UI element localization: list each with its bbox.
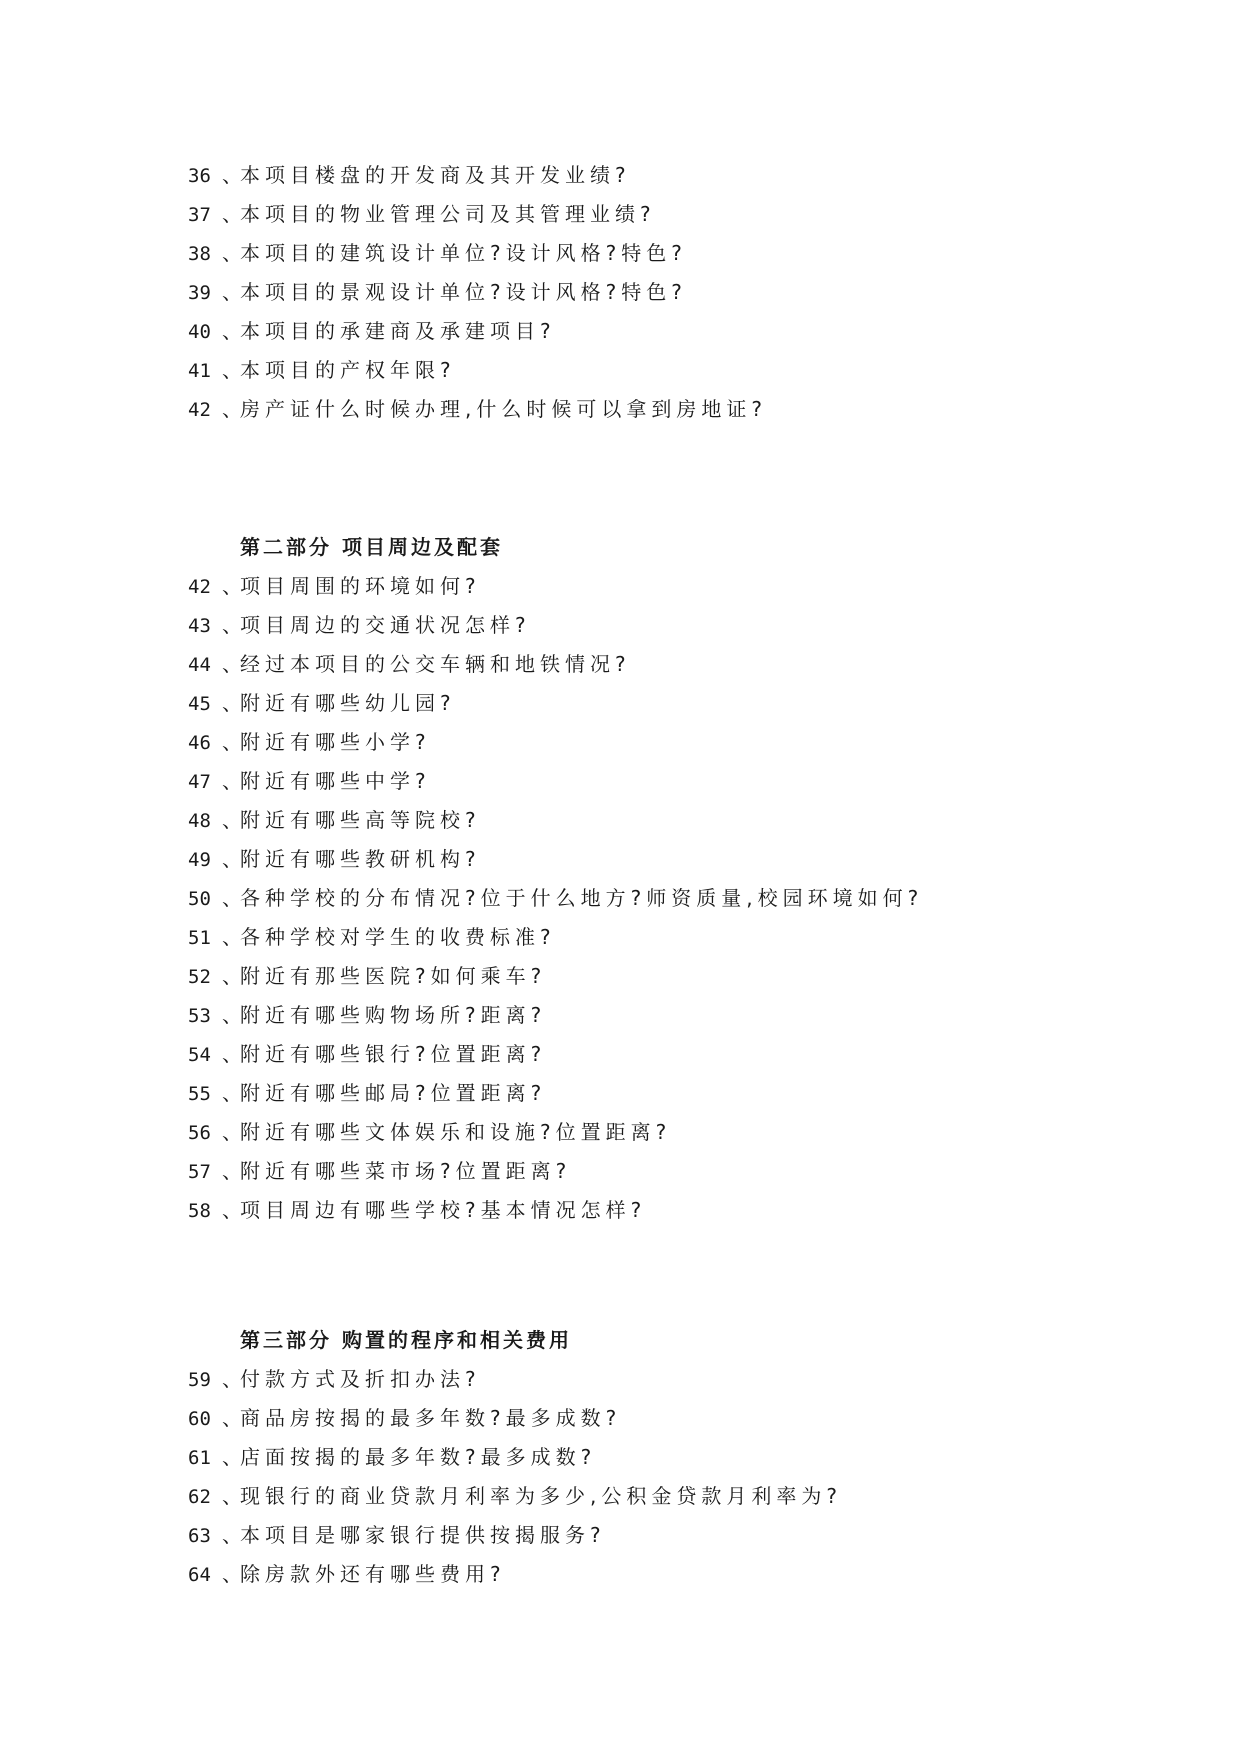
question-number: 50: [188, 888, 211, 910]
question-text: 现银行的商业贷款月利率为多少,公积金贷款月利率为?: [240, 1484, 842, 1508]
question-item: [188, 996, 1168, 1035]
enumeration-comma: 、: [222, 1042, 242, 1066]
question-item: [188, 273, 1168, 312]
question-number: 54: [188, 1044, 211, 1066]
question-text: 本项目的景观设计单位?设计风格?特色?: [240, 280, 687, 304]
question-text: 房产证什么时候办理,什么时候可以拿到房地证?: [240, 397, 767, 421]
question-number: 39: [188, 282, 211, 304]
question-list-part-1: [188, 156, 1168, 429]
question-number: 61: [188, 1447, 211, 1469]
question-number: 62: [188, 1486, 211, 1508]
question-item: [188, 1477, 1168, 1516]
question-item: [188, 1152, 1168, 1191]
question-number: 48: [188, 810, 211, 832]
question-item: [188, 1516, 1168, 1555]
question-item: [188, 234, 1168, 273]
question-number: 37: [188, 204, 211, 226]
question-number: 55: [188, 1083, 211, 1105]
enumeration-comma: 、: [222, 1562, 242, 1586]
enumeration-comma: 、: [222, 358, 242, 382]
question-item: [188, 840, 1168, 879]
enumeration-comma: 、: [222, 1367, 242, 1391]
enumeration-comma: 、: [222, 847, 242, 871]
question-text: 附近有哪些文体娱乐和设施?位置距离?: [240, 1120, 672, 1144]
question-text: 附近有哪些幼儿园?: [240, 691, 456, 715]
question-number: 63: [188, 1525, 211, 1547]
question-number: 49: [188, 849, 211, 871]
enumeration-comma: 、: [222, 613, 242, 637]
enumeration-comma: 、: [222, 241, 242, 265]
question-number: 64: [188, 1564, 211, 1586]
question-text: 本项目的物业管理公司及其管理业绩?: [240, 202, 656, 226]
question-text: 本项目的建筑设计单位?设计风格?特色?: [240, 241, 687, 265]
enumeration-comma: 、: [222, 730, 242, 754]
question-number: 53: [188, 1005, 211, 1027]
question-number: 46: [188, 732, 211, 754]
question-item: [188, 567, 1168, 606]
enumeration-comma: 、: [222, 1120, 242, 1144]
enumeration-comma: 、: [222, 652, 242, 676]
question-list-part-3: [188, 1360, 1168, 1594]
question-number: 41: [188, 360, 211, 382]
question-text: 本项目的产权年限?: [240, 358, 456, 382]
question-text: 附近有哪些高等院校?: [240, 808, 481, 832]
question-text: 项目周边的交通状况怎样?: [240, 613, 531, 637]
question-text: 店面按揭的最多年数?最多成数?: [240, 1445, 597, 1469]
question-item: [188, 1438, 1168, 1477]
question-item: [188, 918, 1168, 957]
question-text: 各种学校的分布情况?位于什么地方?师资质量,校园环境如何?: [240, 886, 924, 910]
question-text: 本项目的承建商及承建项目?: [240, 319, 556, 343]
enumeration-comma: 、: [222, 202, 242, 226]
question-item: [188, 606, 1168, 645]
question-item: [188, 195, 1168, 234]
question-text: 商品房按揭的最多年数?最多成数?: [240, 1406, 622, 1430]
question-text: 付款方式及折扣办法?: [240, 1367, 481, 1391]
question-number: 56: [188, 1122, 211, 1144]
question-item: [188, 1555, 1168, 1594]
question-item: [188, 156, 1168, 195]
question-number: 40: [188, 321, 211, 343]
enumeration-comma: 、: [222, 808, 242, 832]
enumeration-comma: 、: [222, 886, 242, 910]
question-number: 45: [188, 693, 211, 715]
question-number: 42: [188, 399, 211, 421]
enumeration-comma: 、: [222, 1523, 242, 1547]
question-item: [188, 390, 1168, 429]
question-text: 附近有哪些中学?: [240, 769, 431, 793]
question-number: 58: [188, 1200, 211, 1222]
question-text: 附近有哪些邮局?位置距离?: [240, 1081, 547, 1105]
question-item: [188, 312, 1168, 351]
enumeration-comma: 、: [222, 1198, 242, 1222]
question-number: 60: [188, 1408, 211, 1430]
question-item: [188, 351, 1168, 390]
enumeration-comma: 、: [222, 964, 242, 988]
enumeration-comma: 、: [222, 1445, 242, 1469]
question-number: 36: [188, 165, 211, 187]
enumeration-comma: 、: [222, 1081, 242, 1105]
question-number: 38: [188, 243, 211, 265]
section-heading-3: 第三部分 购置的程序和相关费用: [240, 1328, 572, 1352]
question-text: 附近有哪些购物场所?距离?: [240, 1003, 547, 1027]
question-text: 附近有哪些银行?位置距离?: [240, 1042, 547, 1066]
question-number: 42: [188, 576, 211, 598]
question-item: [188, 723, 1168, 762]
question-item: [188, 645, 1168, 684]
enumeration-comma: 、: [222, 925, 242, 949]
enumeration-comma: 、: [222, 769, 242, 793]
question-number: 44: [188, 654, 211, 676]
question-item: [188, 762, 1168, 801]
question-text: 各种学校对学生的收费标准?: [240, 925, 556, 949]
question-item: [188, 1360, 1168, 1399]
enumeration-comma: 、: [222, 574, 242, 598]
question-text: 附近有那些医院?如何乘车?: [240, 964, 547, 988]
enumeration-comma: 、: [222, 280, 242, 304]
question-text: 附近有哪些小学?: [240, 730, 431, 754]
enumeration-comma: 、: [222, 1484, 242, 1508]
question-text: 除房款外还有哪些费用?: [240, 1562, 506, 1586]
enumeration-comma: 、: [222, 397, 242, 421]
enumeration-comma: 、: [222, 163, 242, 187]
question-item: [188, 684, 1168, 723]
enumeration-comma: 、: [222, 1159, 242, 1183]
question-item: [188, 801, 1168, 840]
enumeration-comma: 、: [222, 319, 242, 343]
question-item: [188, 1074, 1168, 1113]
question-text: 项目周边有哪些学校?基本情况怎样?: [240, 1198, 647, 1222]
question-item: [188, 1113, 1168, 1152]
enumeration-comma: 、: [222, 1406, 242, 1430]
question-text: 附近有哪些教研机构?: [240, 847, 481, 871]
section-heading-2: 第二部分 项目周边及配套: [240, 535, 503, 559]
enumeration-comma: 、: [222, 691, 242, 715]
question-item: [188, 879, 1168, 918]
question-item: [188, 957, 1168, 996]
question-number: 52: [188, 966, 211, 988]
question-number: 47: [188, 771, 211, 793]
question-text: 本项目楼盘的开发商及其开发业绩?: [240, 163, 631, 187]
question-number: 51: [188, 927, 211, 949]
question-number: 59: [188, 1369, 211, 1391]
question-number: 57: [188, 1161, 211, 1183]
question-item: [188, 1191, 1168, 1230]
question-text: 项目周围的环境如何?: [240, 574, 481, 598]
question-text: 附近有哪些菜市场?位置距离?: [240, 1159, 572, 1183]
enumeration-comma: 、: [222, 1003, 242, 1027]
question-text: 本项目是哪家银行提供按揭服务?: [240, 1523, 606, 1547]
question-item: [188, 1399, 1168, 1438]
question-text: 经过本项目的公交车辆和地铁情况?: [240, 652, 631, 676]
question-list-part-2: [188, 567, 1168, 1230]
question-item: [188, 1035, 1168, 1074]
question-number: 43: [188, 615, 211, 637]
